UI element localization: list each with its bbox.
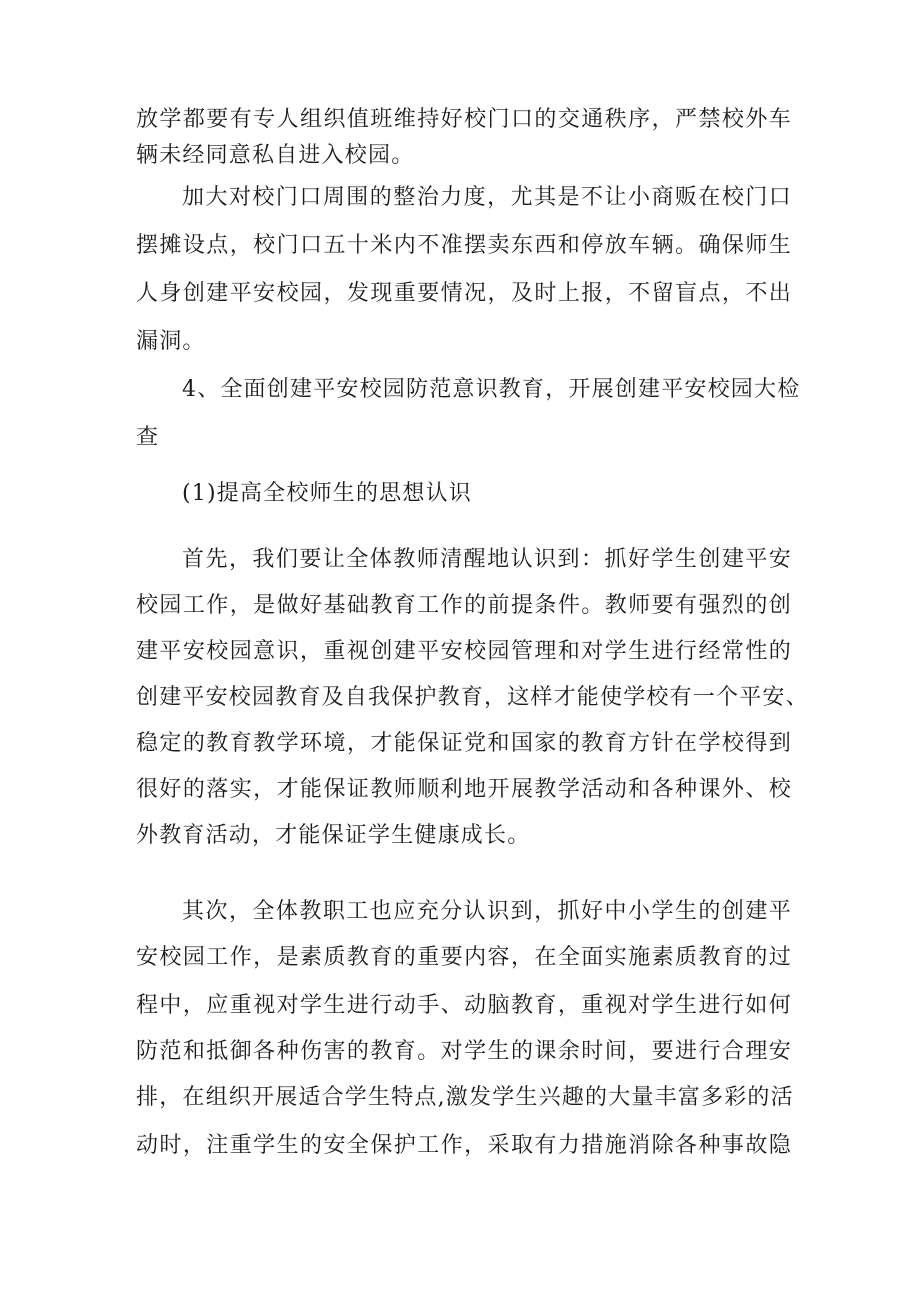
text-line: 摆摊设点，校门口五十米内不准摆卖东西和停放车辆。确保师生	[136, 233, 792, 258]
text-line: 外教育活动，才能保证学生健康成长。	[136, 823, 531, 848]
text-line: 首先，我们要让全体教师清醒地认识到：抓好学生创建平安	[182, 547, 792, 572]
text-line: 稳定的教育教学环境，才能保证党和国家的教育方针在学校得到	[136, 731, 792, 756]
text-line: 校园工作，是做好基础教育工作的前提条件。教师要有强烈的创	[136, 593, 792, 618]
text-line: 漏洞。	[136, 329, 206, 354]
text-line: 人身创建平安校园，发现重要情况，及时上报，不留盲点，不出	[136, 281, 792, 306]
text-line: 加大对校门口周围的整治力度，尤其是不让小商贩在校门口	[182, 185, 792, 210]
text-line: 很好的落实，才能保证教师顺利地开展教学活动和各种课外、校	[136, 777, 792, 802]
section-heading-line: 查	[136, 425, 160, 450]
text-line: 防范和抵御各种伤害的教育。对学生的课余时间，要进行合理安	[136, 1039, 792, 1064]
text-line: 辆未经同意私自进入校园。	[136, 143, 415, 168]
text-line: 安校园工作，是素质教育的重要内容，在全面实施素质教育的过	[136, 945, 792, 970]
text-line: 动时，注重学生的安全保护工作，采取有力措施消除各种事故隐	[136, 1133, 792, 1158]
text-line: 创建平安校园教育及自我保护教育，这样才能使学校有一个平安、	[136, 685, 809, 710]
text-line: 建平安校园意识，重视创建平安校园管理和对学生进行经常性的	[136, 639, 792, 664]
text-line: 排，在组织开展适合学生特点,激发学生兴趣的大量丰富多彩的活	[136, 1085, 794, 1110]
text-line: 放学都要有专人组织值班维持好校门口的交通秩序，严禁校外车	[136, 107, 792, 132]
text-line: 程中，应重视对学生进行动手、动脑教育，重视对学生进行如何	[136, 993, 792, 1018]
text-line: 其次，全体教职工也应充分认识到，抓好中小学生的创建平	[182, 899, 792, 924]
section-heading-line: 4、全面创建平安校园防范意识教育，开展创建平安校园大检	[182, 377, 801, 402]
subsection-heading: (1)提高全校师生的思想认识	[182, 481, 472, 506]
